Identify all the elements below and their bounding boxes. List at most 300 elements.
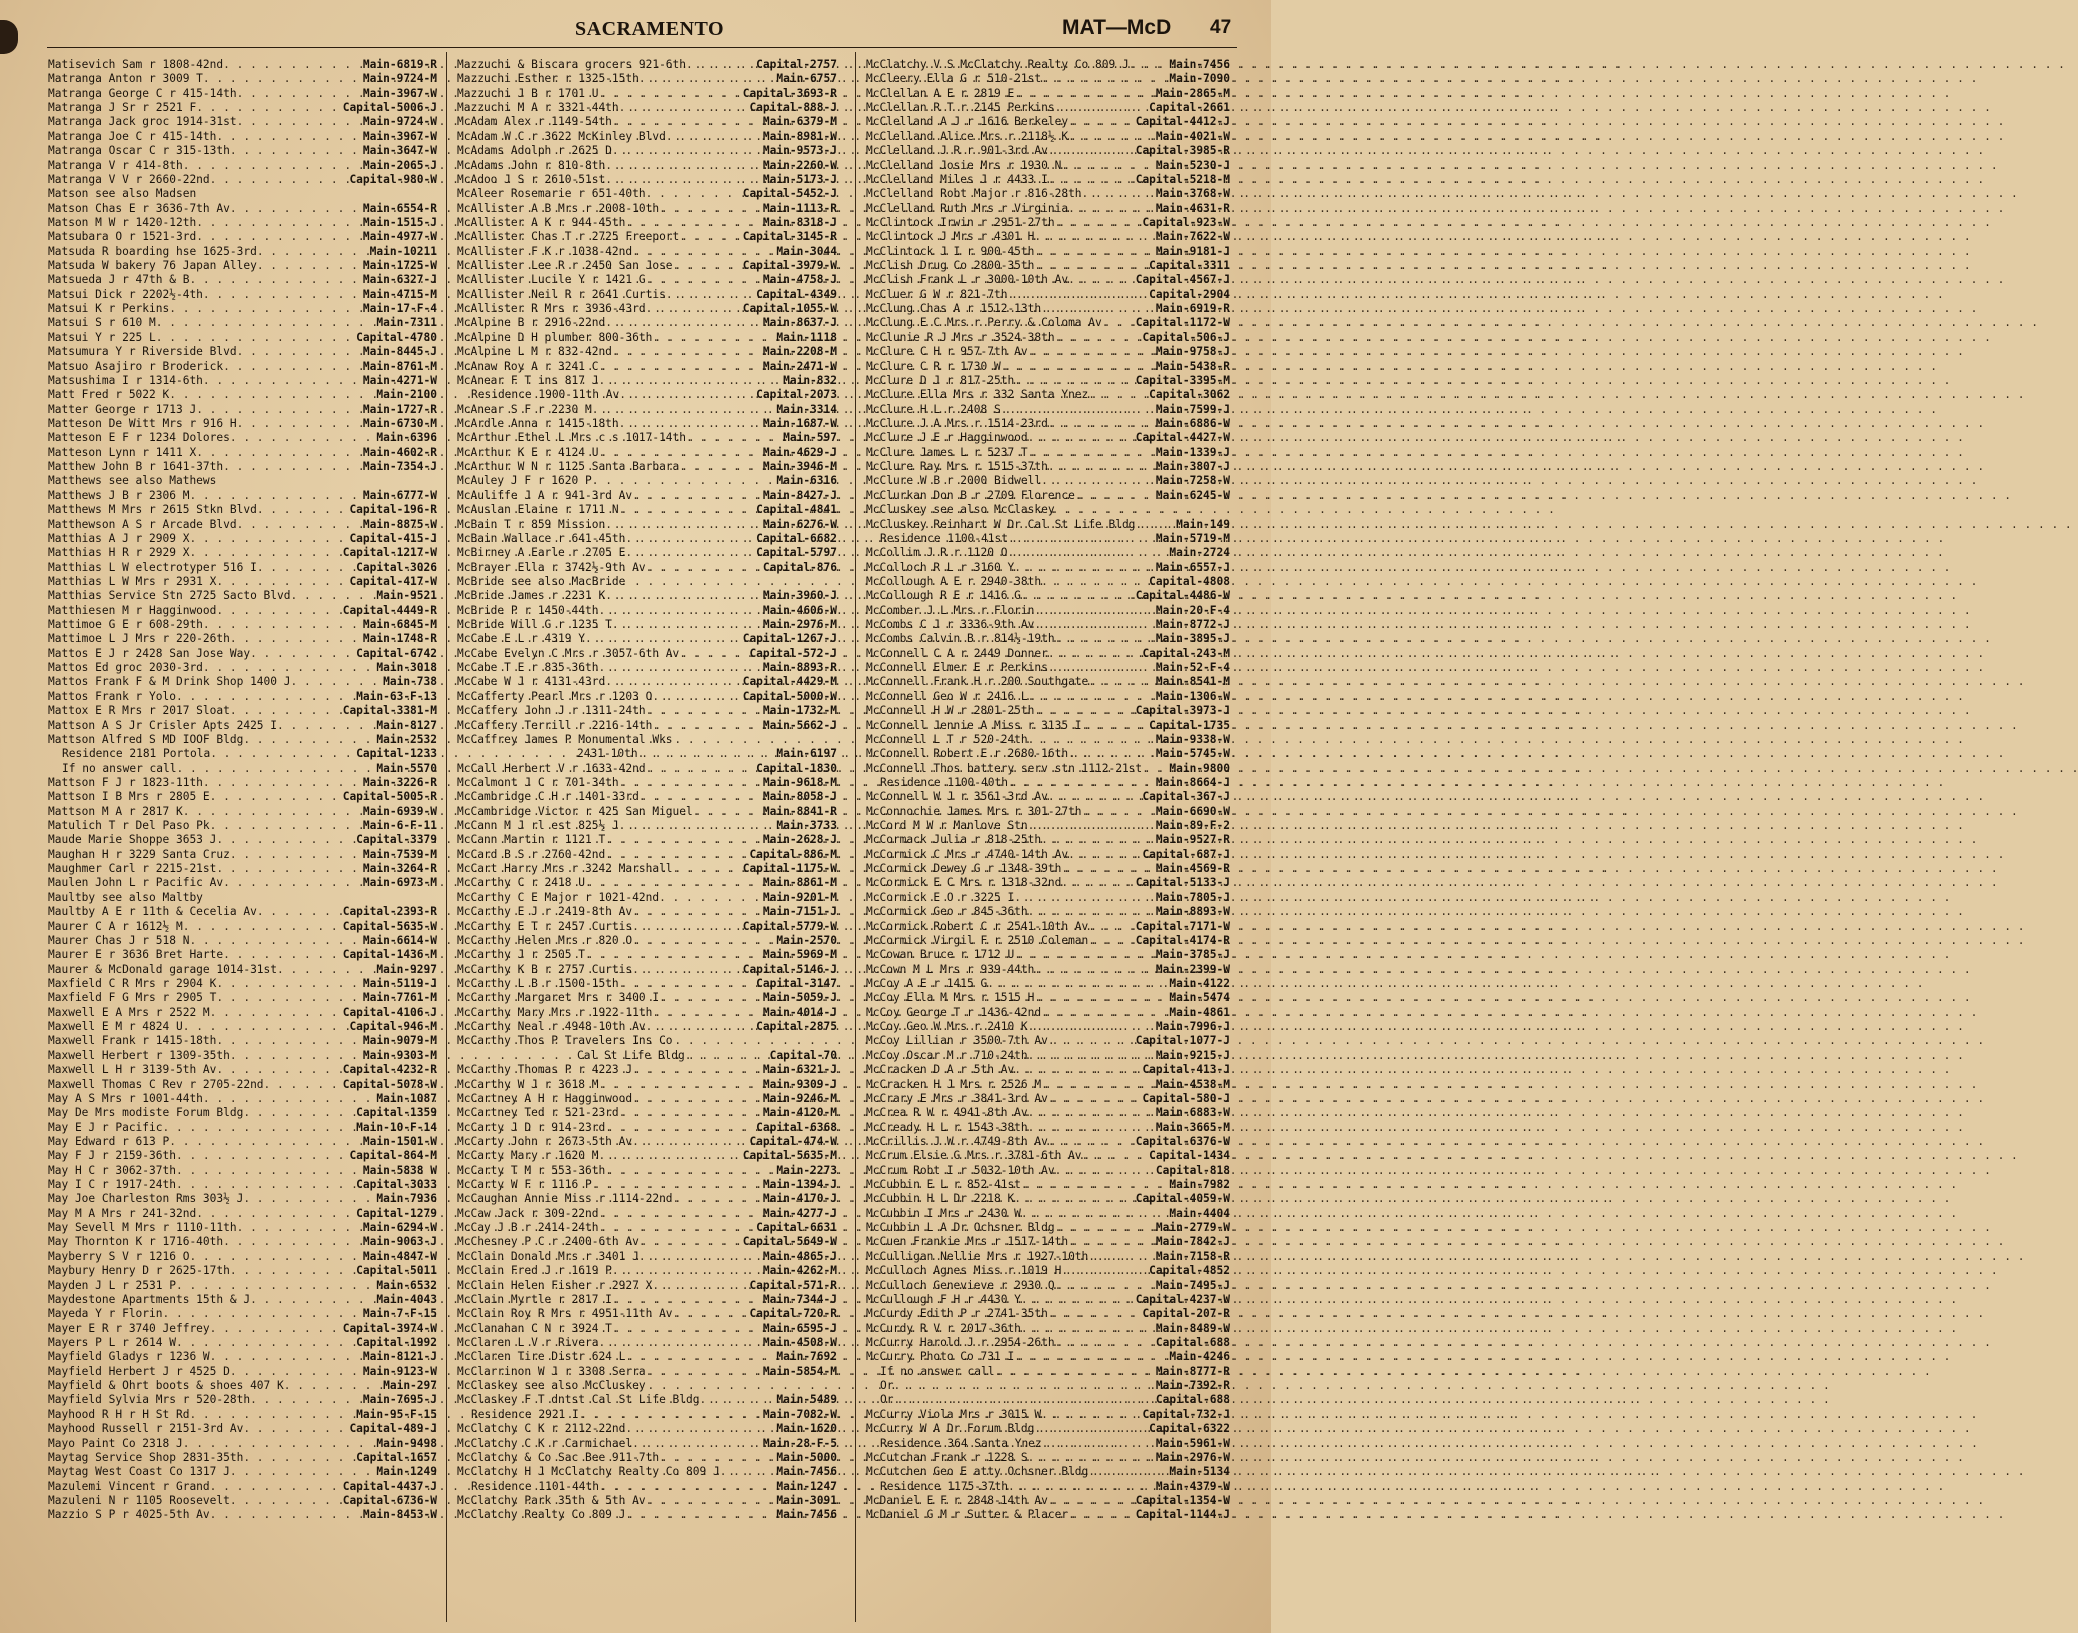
listing-entry	[866, 331, 1230, 345]
listing-phone: Main-9758-J	[1155, 345, 1230, 359]
listing-entry	[457, 1336, 837, 1350]
listing-phone: Main-4847-W	[362, 1249, 437, 1263]
listing-name: May F J r 2159-36th	[48, 1149, 176, 1163]
listing-phone: Capital-3973-J	[1135, 704, 1230, 718]
listing-phone: Capital-4237-W	[1135, 1292, 1230, 1306]
listing-name: McChesney P C r 2400-6th Av	[457, 1235, 639, 1249]
listing-phone: Main-7805-J	[1155, 890, 1230, 904]
listing-phone: Capital-688	[1155, 1393, 1230, 1407]
listing-name: Matsumura Y r Riverside Blvd	[48, 345, 237, 359]
listing-entry	[48, 647, 437, 661]
leader-dots	[612, 1322, 763, 1336]
listing-phone: Main-6379-M	[762, 115, 837, 129]
listing-name: Mattos Ed groc 2030-3rd	[48, 661, 203, 675]
listing-entry	[48, 259, 437, 273]
listing-phone: Main-20-F-4	[1155, 603, 1230, 617]
leader-dots	[652, 1279, 749, 1293]
listing-name: McCarty W F r 1116 P	[457, 1178, 592, 1192]
leader-dots	[652, 719, 763, 733]
leader-dots	[1008, 776, 1156, 790]
listing-phone: Capital-6368	[756, 1120, 837, 1134]
listing-name: McCarthy K B r 2757 Curtis	[457, 962, 633, 976]
leader-dots	[203, 776, 363, 790]
leader-dots	[1034, 963, 1156, 977]
listing-phone: Capital-3979-W	[742, 259, 837, 273]
listing-entry	[866, 575, 1230, 589]
listing-name: McCarthy Margaret Mrs r 3400 I	[457, 991, 660, 1005]
listing-name: McCambridge Victor r 425 San Miguel	[457, 804, 693, 818]
leader-dots	[257, 245, 370, 259]
listing-entry	[866, 288, 1230, 302]
listing-phone: Main-9246-M	[762, 1091, 837, 1105]
listing-entry	[866, 1494, 1230, 1508]
listing-phone: Main-597	[783, 431, 837, 445]
listing-phone: Main-6886-W	[1155, 416, 1230, 430]
listing-phone: Capital-580-J	[1142, 1091, 1230, 1105]
leader-dots	[203, 72, 363, 86]
leader-dots	[1088, 1250, 1156, 1264]
listing-name: McCormick Dewey G r 1348-39th	[866, 862, 1062, 876]
listing-phone: Main-3946-M	[762, 460, 837, 474]
listing-entry	[866, 87, 1230, 101]
listing-entry	[866, 920, 1230, 934]
listing-phone: Main-4977-W	[362, 230, 437, 244]
listing-phone: Main-7151-J	[762, 905, 837, 919]
listing-name: Mattson M A r 2817 K	[48, 804, 183, 818]
listing-phone: Main-7692	[776, 1350, 837, 1364]
listing-name: McClarrinon W J r 3308 Serra	[457, 1364, 646, 1378]
listing-name: McCarty John r 2673-5th Av	[457, 1134, 633, 1148]
leader-dots	[659, 991, 763, 1005]
listing-phone: Capital-3379	[356, 833, 437, 847]
leader-dots	[619, 388, 756, 402]
leader-dots	[893, 1379, 1155, 1393]
leader-dots	[632, 934, 776, 948]
leader-dots	[632, 489, 763, 503]
listing-name: Matranga George C r 415-14th	[48, 86, 237, 100]
leader-dots	[619, 819, 777, 833]
listing-entry	[48, 948, 437, 962]
leader-dots	[1028, 431, 1136, 445]
listing-name: Mayberry S V r 1216 O	[48, 1249, 190, 1263]
listing-phone: Main-52-F-4	[1155, 661, 1230, 675]
leader-dots	[237, 345, 363, 359]
listing-name: May Joe Charleston Rms 303½ J	[48, 1192, 244, 1206]
listing-entry	[866, 187, 1230, 201]
listing-entry	[866, 1422, 1230, 1436]
listing-phone: Capital-732-J	[1142, 1407, 1230, 1421]
listing-entry	[457, 316, 837, 330]
listing-phone: Main-1501-W	[362, 1134, 437, 1148]
leader-dots	[585, 948, 763, 962]
listing-name: Maxwell Frank r 1415-18th	[48, 1034, 217, 1048]
listing-entry	[866, 1437, 1230, 1451]
listing-name: McCubbin I Mrs r 2430 W	[866, 1206, 1021, 1220]
listing-phone: Main-7936	[376, 1192, 437, 1206]
listing-name: McConnell L T r 520-24th	[866, 732, 1028, 746]
listing-name: McBride Will G r 1235 T	[457, 618, 612, 632]
listing-phone: Main-5173-J	[762, 172, 837, 186]
leader-dots	[659, 1451, 776, 1465]
leader-dots	[1028, 1020, 1156, 1034]
listing-entry	[457, 575, 837, 589]
listing-entry	[457, 403, 837, 417]
listing-name: McAllister Lucile Y r 1421 G	[457, 273, 646, 287]
listing-name: If no answer call	[62, 761, 177, 775]
listing-name: Maydestone Apartments 15th & J	[48, 1292, 251, 1306]
listing-phone: Main-9309-J	[762, 1077, 837, 1091]
listing-entry	[866, 1020, 1230, 1034]
leader-dots	[995, 1365, 1156, 1379]
listing-entry	[457, 690, 837, 704]
listing-entry	[866, 58, 1230, 72]
listing-phone: Main-1620	[776, 1422, 837, 1436]
listing-entry	[457, 589, 837, 603]
listing-name: Maytag West Coast Co 1317 J	[48, 1465, 230, 1479]
leader-dots	[163, 1121, 357, 1135]
listing-entry	[48, 977, 437, 991]
listing-phone: Capital-1434	[1149, 1149, 1230, 1163]
listing-phone: Main-8541-M	[1155, 675, 1230, 689]
listing-name: McCutchan Frank r 1228 S	[866, 1450, 1028, 1464]
listing-entry	[48, 1350, 437, 1364]
listing-entry	[866, 747, 1230, 761]
listing-name: Mazuleni N r 1105 Roosevelt	[48, 1493, 230, 1507]
listing-entry	[457, 1078, 837, 1092]
listing-name: Maxwell E A Mrs r 2522 M	[48, 1005, 210, 1019]
listing-entry	[457, 259, 837, 273]
listing-phone: Main-9338-W	[1155, 732, 1230, 746]
listing-name: McClelland A J r 1616 Berkeley	[866, 115, 1069, 129]
listing-entry	[48, 1307, 437, 1321]
listing-phone: Main-1394-J	[762, 1178, 837, 1192]
leader-dots	[216, 833, 356, 847]
leader-dots	[1048, 144, 1136, 158]
listing-name: Matsui K r Perkins	[48, 302, 170, 316]
listing-phone: Capital-4808	[1149, 574, 1230, 588]
leader-dots	[216, 977, 363, 991]
listing-entry	[866, 704, 1230, 718]
listing-phone: Capital-4429-M	[742, 675, 837, 689]
leader-dots	[1048, 1135, 1136, 1149]
listing-name: McBirney A Earle r 2705 E	[457, 546, 626, 560]
listing-phone: Main-2779-W	[1155, 1221, 1230, 1235]
listing-name: McCurdy R V r 2017-36th	[866, 1321, 1021, 1335]
leader-dots	[230, 144, 363, 158]
listing-phone: Main-2471-W	[762, 359, 837, 373]
listing-entry	[457, 790, 837, 804]
listing-entry	[866, 790, 1230, 804]
listing-name: McCulloch Agnes Miss r 1019 H	[866, 1264, 1062, 1278]
listing-name: Maxwell Thomas C Rev r 2705-22nd	[48, 1077, 264, 1091]
leader-dots	[1088, 675, 1156, 689]
listing-name: Residence 1900-11th Av	[471, 388, 620, 402]
listing-entry	[866, 1379, 1230, 1393]
leader-dots	[210, 1322, 343, 1336]
listing-entry	[48, 632, 437, 646]
listing-name: McClatchy V S McClatchy Realty Co 809 J	[866, 58, 1129, 71]
listing-phone: Capital-3145-R	[742, 230, 837, 244]
leader-dots	[237, 417, 363, 431]
listing-phone: Main-9181-J	[1155, 244, 1230, 258]
listing-phone: Main-3807-J	[1155, 460, 1230, 474]
listing-phone: Main-2208-M	[762, 345, 837, 359]
leader-dots	[598, 604, 762, 618]
listing-name: Mattson F J r 1823-11th	[48, 775, 203, 789]
listing-name: McCarthy Mary Mrs r 1922-11th	[457, 1005, 653, 1019]
listing-entry	[866, 733, 1230, 747]
leader-dots	[189, 1408, 356, 1422]
listing-name: McCarty J D r 914-23rd	[457, 1120, 606, 1134]
listing-name: McAdams Adolph r 2625 D	[457, 144, 612, 158]
listing-entry	[866, 647, 1230, 661]
leader-dots	[1055, 1164, 1156, 1178]
leader-dots	[1007, 288, 1149, 302]
listing-phone: Main-6532	[376, 1278, 437, 1292]
leader-dots	[1028, 446, 1156, 460]
leader-dots	[1088, 934, 1135, 948]
leader-dots	[210, 790, 343, 804]
leader-dots	[632, 1135, 749, 1149]
listing-phone: Capital-572-J	[749, 646, 837, 660]
listing-name: Mattimoe G E r 608-29th	[48, 618, 203, 632]
listing-phone: Main-9724-M	[362, 72, 437, 86]
listing-name: McClish Frank L r 3000-10th Av	[866, 273, 1069, 287]
leader-dots	[1048, 1494, 1136, 1508]
listing-phone: Capital-6742	[356, 646, 437, 660]
listing-entry	[457, 1207, 837, 1221]
listing-entry	[866, 259, 1230, 273]
listing-entry	[457, 216, 837, 230]
listing-phone: Capital-4852	[1149, 1264, 1230, 1278]
listing-phone: Main-9303-M	[362, 1048, 437, 1062]
listing-entry	[48, 1006, 437, 1020]
leader-dots	[176, 1178, 356, 1192]
listing-column-3	[866, 58, 1230, 1623]
listing-name: McClaren L V r Rivera	[457, 1335, 599, 1349]
listing-phone: Main-9201-M	[762, 890, 837, 904]
listing-name: May M A Mrs r 241-32nd	[48, 1206, 197, 1220]
listing-entry	[866, 216, 1230, 230]
listing-name: Matsuda R boarding hse 1625-3rd	[48, 244, 257, 258]
listing-phone: Capital-5006-J	[342, 101, 437, 115]
leader-dots	[605, 1164, 776, 1178]
listing-phone: Main-5119-J	[362, 977, 437, 990]
listing-name: McClunie R J Mrs r 3524-38th	[866, 330, 1055, 344]
listing-phone: Main-3733	[776, 819, 837, 833]
leader-dots	[230, 1365, 363, 1379]
listing-name: Maude Marie Shoppe 3653 J	[48, 833, 217, 847]
listing-entry	[457, 1164, 837, 1178]
listing-phone: Main-9123-W	[362, 1364, 437, 1378]
leader-dots	[189, 532, 349, 546]
listing-entry	[457, 1192, 837, 1206]
leader-dots	[639, 72, 777, 86]
listing-name: McCullough F H r 4430 Y	[866, 1292, 1021, 1306]
listing-name: McConnell Jennie A Miss r 3135 I	[866, 718, 1082, 732]
listing-phone: Main-9063-J	[362, 1235, 437, 1249]
listing-entry	[457, 1408, 837, 1422]
leader-dots	[1034, 704, 1135, 718]
listing-name: Matthews M Mrs r 2615 Stkn Blvd	[48, 503, 257, 517]
listing-name: McCoy Oscar M r 710-24th	[866, 1048, 1028, 1062]
listing-name: McCarthy E J r 2419-8th Av	[457, 905, 633, 919]
listing-name: McAllister A K r 944-45th	[457, 215, 626, 229]
listing-entry	[866, 690, 1230, 704]
listing-name: Mattos E J r 2428 San Jose Way	[48, 646, 251, 660]
listing-phone: Main-8453-W	[362, 1508, 437, 1522]
listing-entry	[457, 1422, 837, 1436]
listing-entry	[48, 87, 437, 101]
listing-entry	[48, 1034, 437, 1048]
listing-phone: Main-3785-J	[1155, 948, 1230, 962]
leader-dots	[592, 1178, 763, 1192]
leader-dots	[646, 1494, 777, 1508]
listing-phone: Main-5230-J	[1155, 158, 1230, 172]
listing-phone: Main-9079-M	[362, 1034, 437, 1048]
listing-name: McCarty T M r 553-36th	[457, 1163, 606, 1177]
listing-entry	[48, 1437, 437, 1451]
listing-entry	[48, 1393, 437, 1407]
leader-dots	[1028, 690, 1156, 704]
listing-entry	[457, 675, 837, 689]
leader-dots	[1102, 316, 1136, 330]
leader-dots	[1082, 719, 1150, 733]
leader-dots	[893, 1393, 1155, 1407]
leader-dots	[189, 546, 342, 560]
listing-phone: Main-1732-M	[762, 704, 837, 718]
leader-dots	[1082, 1149, 1150, 1163]
listing-entry	[48, 115, 437, 129]
listing-name: If no answer call	[880, 1364, 995, 1378]
listing-phone: Capital-5218-M	[1135, 172, 1230, 186]
listing-name: McClure J A Mrs r 1514-23rd	[866, 416, 1048, 430]
listing-name: McAleer Rosemarie r 651-40th	[457, 187, 646, 201]
listing-entry	[48, 1264, 437, 1278]
leader-dots	[625, 1422, 776, 1436]
leader-dots	[1028, 1121, 1156, 1135]
listing-phone: Capital-207-R	[1142, 1307, 1230, 1321]
listing-name: McCormick E O r 3225 I	[866, 890, 1015, 904]
listing-phone: Capital-2073	[756, 388, 837, 402]
listing-name: Mattson I B Mrs r 2805 E	[48, 790, 210, 804]
listing-name: Maxfield C R Mrs r 2904 K	[48, 977, 217, 990]
listing-name: McClure H L r 2408 S	[866, 402, 1001, 416]
leader-dots	[659, 202, 763, 216]
listing-name: Or	[880, 1379, 894, 1393]
listing-name: McCarty Mary r 1620 M	[457, 1149, 599, 1163]
leader-dots	[1048, 1307, 1143, 1321]
leader-dots	[592, 403, 777, 417]
leader-dots	[1014, 1350, 1169, 1364]
listing-name: McCormack Julia r 818-25th	[866, 833, 1042, 847]
listing-name: Matteson De Witt Mrs r 916 H	[48, 416, 237, 430]
listing-name: May H C r 3062-37th	[48, 1163, 176, 1177]
listing-entry	[457, 647, 837, 661]
listing-name: Maybury Henry D r 2625-17th	[48, 1264, 230, 1278]
listing-entry	[48, 1494, 437, 1508]
leader-dots	[619, 101, 750, 115]
listing-entry	[866, 1307, 1230, 1321]
listing-name: Matthias A J r 2909 X	[48, 531, 190, 545]
listing-name: Mayo Paint Co 2318 J	[48, 1436, 183, 1450]
listing-name: McCarthy W J r 3618 M	[457, 1077, 599, 1091]
leader-dots	[216, 991, 363, 1005]
listing-entry	[48, 388, 437, 402]
listing-name: McClaren Tire Distr 624 L	[457, 1350, 626, 1364]
listing-entry	[48, 876, 437, 890]
listing-entry	[866, 675, 1230, 689]
leader-dots	[619, 1106, 763, 1120]
listing-name: McCollough R E r 1416 G	[866, 589, 1021, 603]
listing-name: McCart Harry Mrs r 3242 Marshall	[457, 862, 673, 876]
listing-entry	[457, 1437, 837, 1451]
leader-dots	[1014, 374, 1136, 388]
listing-name: McCartney A H r Hagginwood	[457, 1091, 633, 1105]
leader-dots	[169, 388, 376, 402]
listing-name: McAdoo J S r 2610-51st	[457, 172, 606, 186]
listing-name: McCall Herbert V r 1633-42nd	[457, 761, 646, 775]
listing-entry	[48, 460, 437, 474]
leader-dots	[169, 1135, 363, 1149]
listing-entry	[866, 532, 1230, 546]
listing-phone: Main-5489	[776, 1393, 837, 1407]
listing-entry	[48, 403, 437, 417]
listing-phone: Main-4043	[376, 1292, 437, 1306]
listing-phone: Main-7344-J	[762, 1292, 837, 1306]
listing-entry	[48, 431, 437, 445]
listing-name: McConnell H W r 2801-25th	[866, 704, 1035, 718]
leader-dots	[1082, 805, 1156, 819]
leader-dots	[598, 1207, 762, 1221]
listing-phone: Capital-864-M	[349, 1149, 437, 1163]
listing-name: Matthiesen M r Hagginwood	[48, 603, 217, 617]
leader-dots	[1042, 1437, 1156, 1451]
listing-phone: Main-4170-J	[762, 1192, 837, 1206]
leader-dots	[987, 977, 1169, 991]
leader-dots	[1021, 1178, 1169, 1192]
listing-phone: Main-6919-R	[1155, 302, 1230, 316]
listing-phone: Main-8427-J	[762, 488, 837, 502]
listing-entry	[866, 273, 1230, 287]
listing-phone: Main-1247	[776, 1479, 837, 1493]
leader-dots	[183, 805, 363, 819]
listing-name: McAuslan Elaine r 1711 N	[457, 503, 619, 517]
leader-dots	[605, 173, 763, 187]
leader-dots	[625, 546, 756, 560]
leader-dots	[1028, 733, 1156, 747]
leader-dots	[196, 403, 363, 417]
listing-name: McArthur W N r 1125 Santa Barbara	[457, 460, 680, 474]
listing-phone: Capital-5635-W	[342, 919, 437, 933]
listing-phone: Capital-1359	[356, 1106, 437, 1120]
listing-phone: Capital-1279	[356, 1206, 437, 1220]
listing-name: McAllister R Mrs r 3936-43rd	[457, 302, 646, 316]
listing-phone: Main-9521	[376, 589, 437, 603]
listing-entry	[866, 1178, 1230, 1192]
listing-entry	[48, 575, 437, 589]
listing-name: May E J r Pacific	[48, 1120, 163, 1134]
listing-entry	[457, 1121, 837, 1135]
listing-entry	[457, 762, 837, 776]
listing-phone: Main-149	[1176, 517, 1230, 531]
listing-name: Maurer C A r 1612½ M	[48, 919, 183, 933]
listing-name: McAdam Alex r 1149-54th	[457, 115, 612, 129]
listing-entry	[48, 1106, 437, 1120]
listing-entry	[457, 503, 837, 517]
listing-name: McCalmont J C r 701-34th	[457, 775, 619, 789]
leader-dots	[243, 733, 376, 747]
